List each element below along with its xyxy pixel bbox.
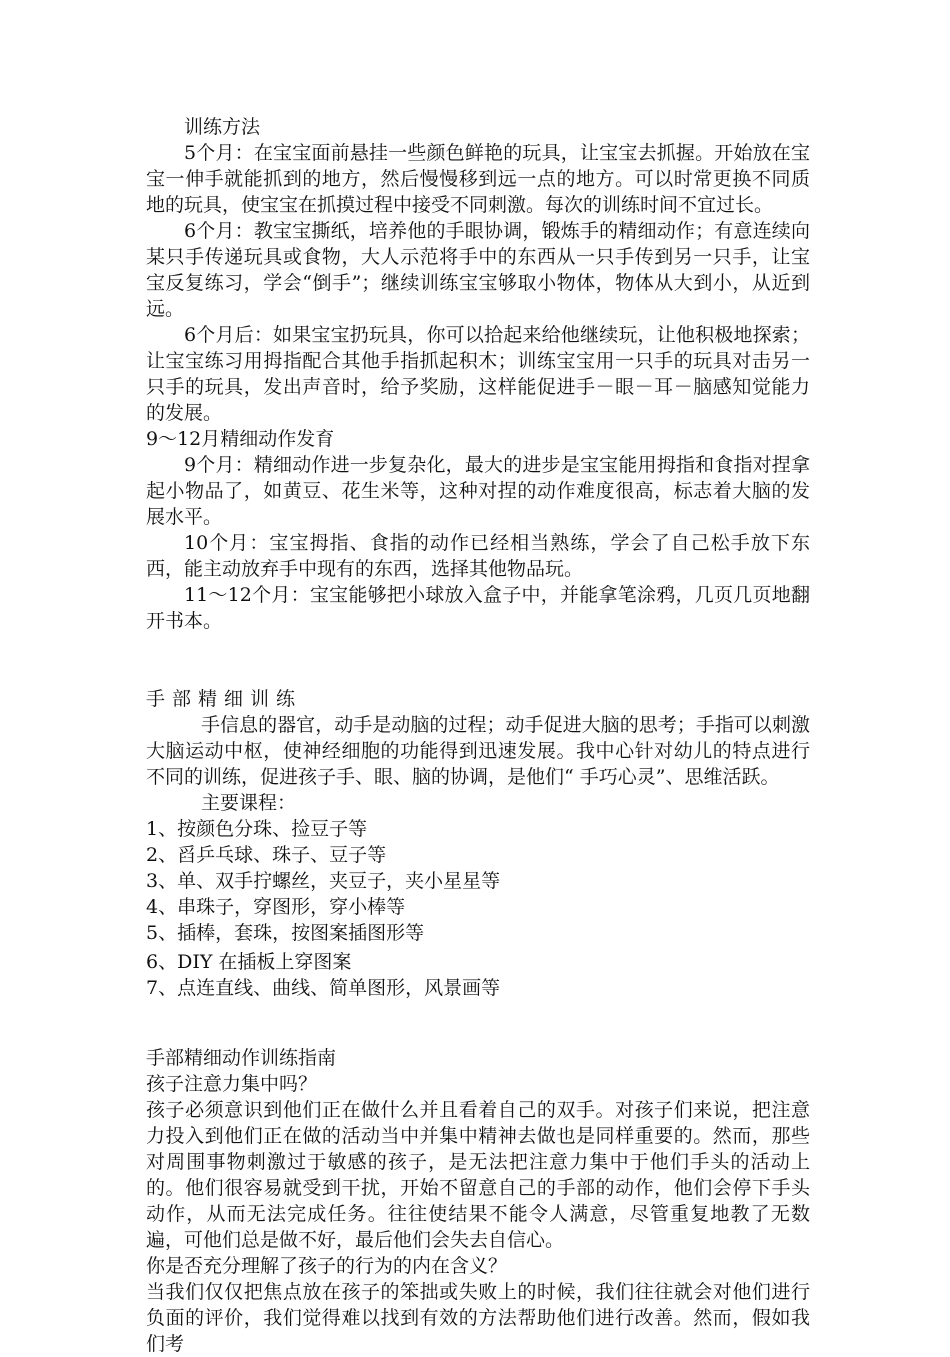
list-item: 2、舀乒乓球、珠子、豆子等 <box>146 844 387 866</box>
course-list <box>146 816 810 1001</box>
section3-heading: 手部精细动作训练指南 <box>146 1047 337 1069</box>
spacer <box>146 634 810 686</box>
list-item: 6、DIY 在插板上穿图案 <box>146 951 352 973</box>
section1-heading: 训练方法 <box>184 116 261 138</box>
paragraph-after-6-months: 6个月后：如果宝宝扔玩具，你可以拾起来给他继续玩，让他积极地探索；让宝宝练习用拇指配合其他手指抓起积木；训练宝宝用一只手的玩具对击另一只手的玩具，发出声音时，给予奖励，这样能促进手－眼－耳－脑感知觉能力的发展。 <box>146 324 810 424</box>
paragraph-6-months: 6个月：教宝宝撕纸，培养他的手眼协调，锻炼手的精细动作；有意连续向某只手传递玩具或食物，大人示范将手中的东西从一只手传到另一只手，让宝宝反复练习，学会“倒手”；继续训练宝宝够取小物体，物体从大到小，从近到远。 <box>146 220 810 320</box>
question-behavior: 你是否充分理解了孩子的行为的内在含义？ <box>146 1255 508 1277</box>
list-item: 5、插棒，套珠，按图案插图形等 <box>146 922 425 944</box>
paragraph-5-months: 5个月：在宝宝面前悬挂一些颜色鲜艳的玩具，让宝宝去抓握。开始放在宝宝一伸手就能抓到的地方，然后慢慢移到远一点的地方。可以时常更换不同质地的玩具，使宝宝在抓摸过程中接受不同刺激。每次的训练时间不宜过长。 <box>146 142 810 216</box>
paragraph-11-12-months: 11～12个月：宝宝能够把小球放入盒子中，并能拿笔涂鸦，几页几页地翻开书本。 <box>146 584 810 632</box>
question-attention: 孩子注意力集中吗？ <box>146 1073 318 1095</box>
section2-intro: 手信息的器官，动手是动脑的过程；动手促进大脑的思考；手指可以刺激大脑运动中枢，使神经细胞的功能得到迅速发展。我中心针对幼儿的特点进行不同的训练，促进孩子手、眼、脑的协调，是他们“ 手巧心灵”、思维活跃。 <box>146 714 810 788</box>
paragraph-behavior: 当我们仅仅把焦点放在孩子的笨拙或失败上的时候，我们往往就会对他们进行负面的评价，我们觉得难以找到有效的方法帮助他们进行改善。然而，假如我们考 <box>146 1281 810 1355</box>
paragraph-10-months: 10个月：宝宝拇指、食指的动作已经相当熟练，学会了自己松手放下东西，能主动放弃手中现有的东西，选择其他物品玩。 <box>146 532 810 580</box>
list-item: 3、单、双手拧螺丝，夹豆子，夹小星星等 <box>146 870 501 892</box>
courses-label: 主要课程： <box>201 792 297 814</box>
section2-heading: 手部精细训练 <box>146 688 303 710</box>
document-body <box>146 114 810 1357</box>
list-item: 4、串珠子，穿图形，穿小棒等 <box>146 896 406 918</box>
spacer <box>146 1001 810 1045</box>
paragraph-attention: 孩子必须意识到他们正在做什么并且看着自己的双手。对孩子们来说，把注意力投入到他们正在做的活动当中并集中精神去做也是同样重要的。然而，那些对周围事物刺激过于敏感的孩子，是无法把注意力集中于他们手头的活动上的。他们很容易就受到干扰，开始不留意自己的手部的动作，他们会停下手头动作，从而无法完成任务。往往使结果不能令人满意，尽管重复地教了无数遍，可他们总是做不好，最后他们会失去自信心。 <box>146 1099 810 1251</box>
list-item: 7、点连直线、曲线、简单图形，风景画等 <box>146 977 501 999</box>
paragraph-9-months: 9个月：精细动作进一步复杂化，最大的进步是宝宝能用拇指和食指对捏拿起小物品了，如黄豆、花生米等，这种对捏的动作难度很高，标志着大脑的发展水平。 <box>146 454 810 528</box>
section1-subheading: 9～12月精细动作发育 <box>146 428 335 450</box>
list-item: 1、按颜色分珠、捡豆子等 <box>146 818 368 840</box>
